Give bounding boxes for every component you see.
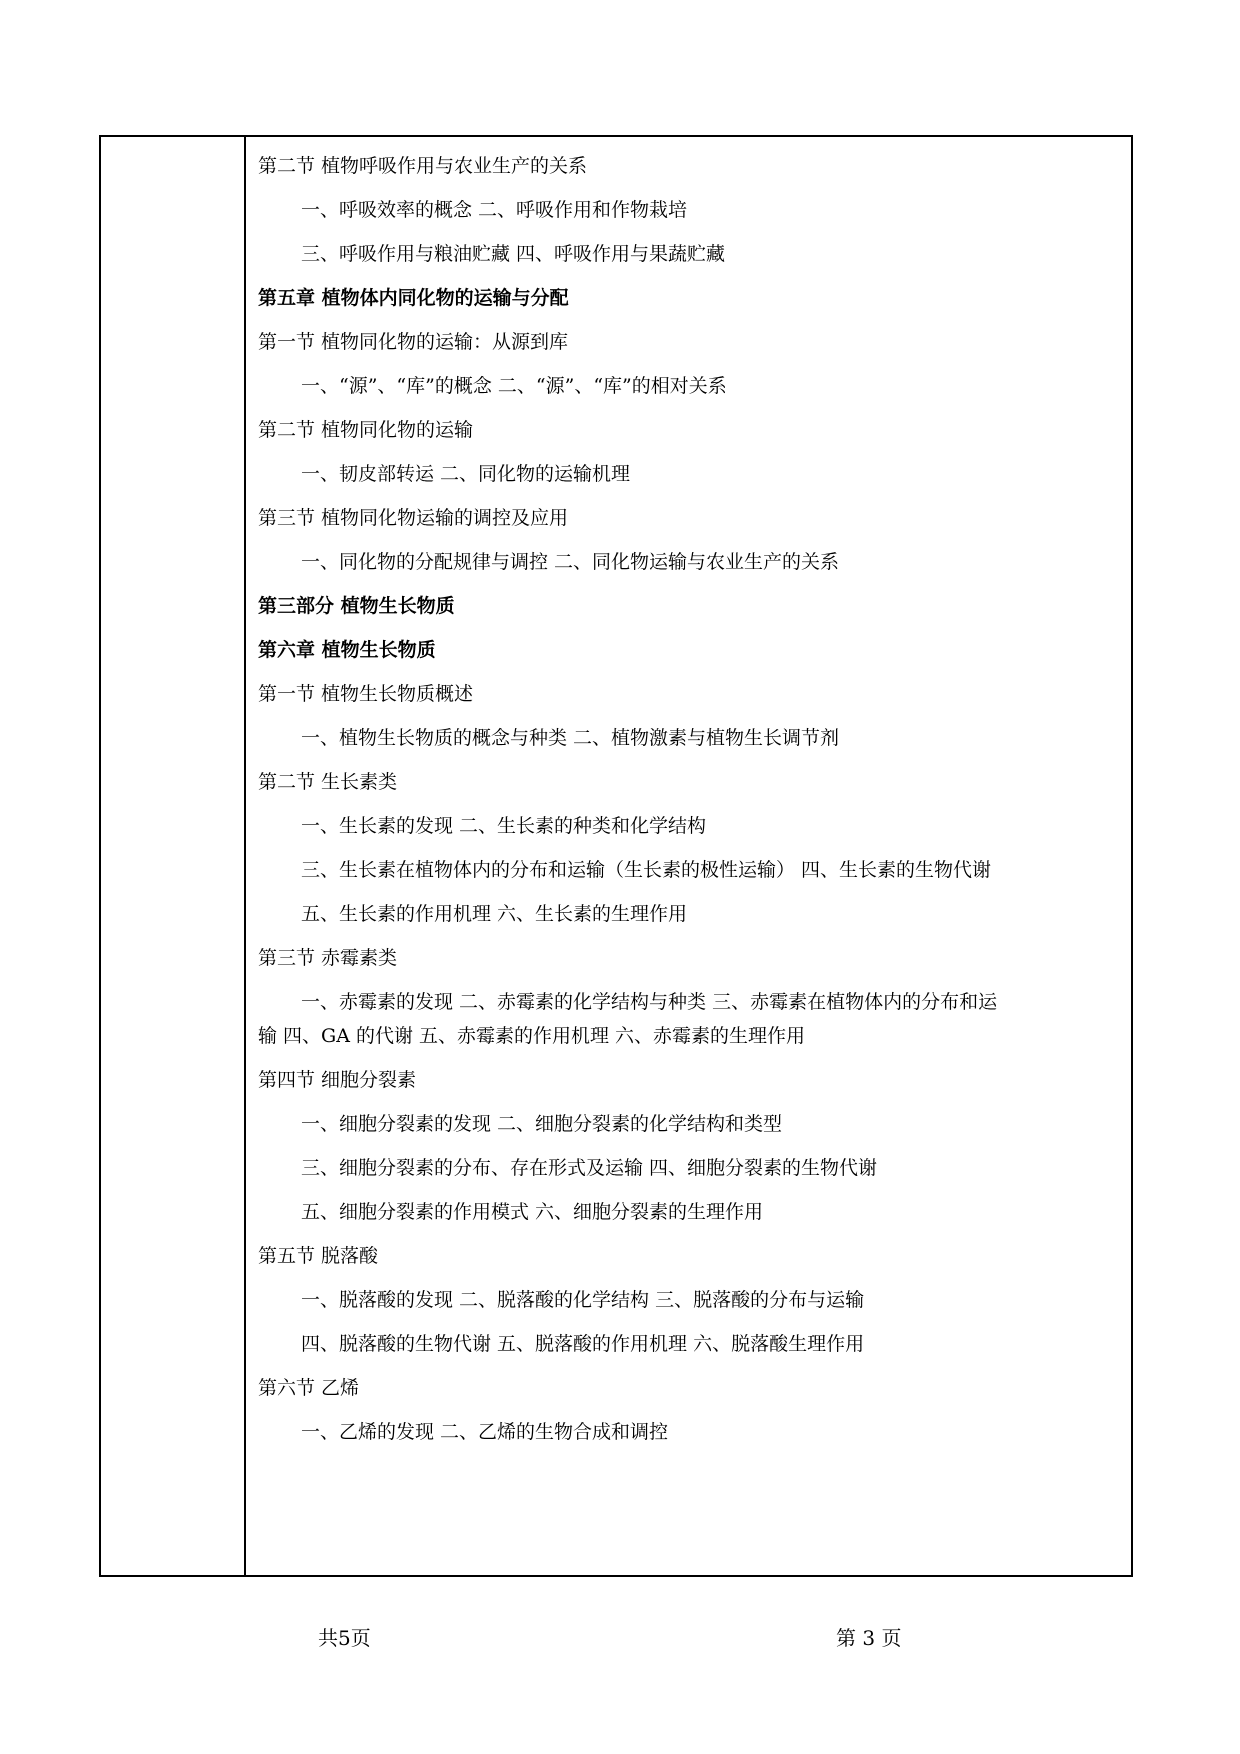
section-heading: 第五节 脱落酸 [258, 1245, 379, 1267]
section-heading: 第一节 植物同化物的运输：从源到库 [258, 331, 569, 353]
topic-line: 一、韧皮部转运 二、同化物的运输机理 [301, 463, 631, 485]
part-heading: 第三部分 植物生长物质 [258, 595, 455, 617]
topic-line: 一、生长素的发现 二、生长素的种类和化学结构 [301, 815, 707, 837]
topic-line: 三、生长素在植物体内的分布和运输（生长素的极性运输） 四、生长素的生物代谢 [301, 859, 992, 881]
table-content-cell [246, 137, 1131, 1575]
outline-table [99, 135, 1133, 1577]
page-number: 第 3 页 [836, 1626, 902, 1650]
topic-line: 一、脱落酸的发现 二、脱落酸的化学结构 三、脱落酸的分布与运输 [301, 1289, 865, 1311]
topic-line: 三、细胞分裂素的分布、存在形式及运输 四、细胞分裂素的生物代谢 [301, 1157, 878, 1179]
topic-line: 一、植物生长物质的概念与种类 二、植物激素与植物生长调节剂 [301, 727, 840, 749]
section-heading: 第一节 植物生长物质概述 [258, 683, 474, 705]
chapter-heading: 第六章 植物生长物质 [258, 639, 436, 661]
section-heading: 第六节 乙烯 [258, 1377, 360, 1399]
total-pages: 共5页 [318, 1626, 371, 1650]
section-heading: 第四节 细胞分裂素 [258, 1069, 417, 1091]
topic-line-continued: 输 四、GA 的代谢 五、赤霉素的作用机理 六、赤霉素的生理作用 [258, 1025, 806, 1047]
topic-line: 一、细胞分裂素的发现 二、细胞分裂素的化学结构和类型 [301, 1113, 783, 1135]
topic-line: 一、同化物的分配规律与调控 二、同化物运输与农业生产的关系 [301, 551, 840, 573]
table-left-cell [101, 137, 246, 1575]
topic-line: 一、乙烯的发现 二、乙烯的生物合成和调控 [301, 1421, 669, 1443]
chapter-heading: 第五章 植物体内同化物的运输与分配 [258, 287, 569, 309]
topic-line: 一、呼吸效率的概念 二、呼吸作用和作物栽培 [301, 199, 688, 221]
topic-line: 五、细胞分裂素的作用模式 六、细胞分裂素的生理作用 [301, 1201, 764, 1223]
topic-line: 一、赤霉素的发现 二、赤霉素的化学结构与种类 三、赤霉素在植物体内的分布和运 [301, 991, 998, 1013]
section-heading: 第三节 赤霉素类 [258, 947, 398, 969]
section-heading: 第二节 植物同化物的运输 [258, 419, 474, 441]
topic-line: 三、呼吸作用与粮油贮藏 四、呼吸作用与果蔬贮藏 [301, 243, 726, 265]
topic-line: 四、脱落酸的生物代谢 五、脱落酸的作用机理 六、脱落酸生理作用 [301, 1333, 865, 1355]
topic-line: 一、“源”、“库”的概念 二、“源”、“库”的相对关系 [301, 375, 727, 397]
topic-line: 五、生长素的作用机理 六、生长素的生理作用 [301, 903, 688, 925]
section-heading: 第二节 植物呼吸作用与农业生产的关系 [258, 155, 588, 177]
section-heading: 第二节 生长素类 [258, 771, 398, 793]
section-heading: 第三节 植物同化物运输的调控及应用 [258, 507, 569, 529]
